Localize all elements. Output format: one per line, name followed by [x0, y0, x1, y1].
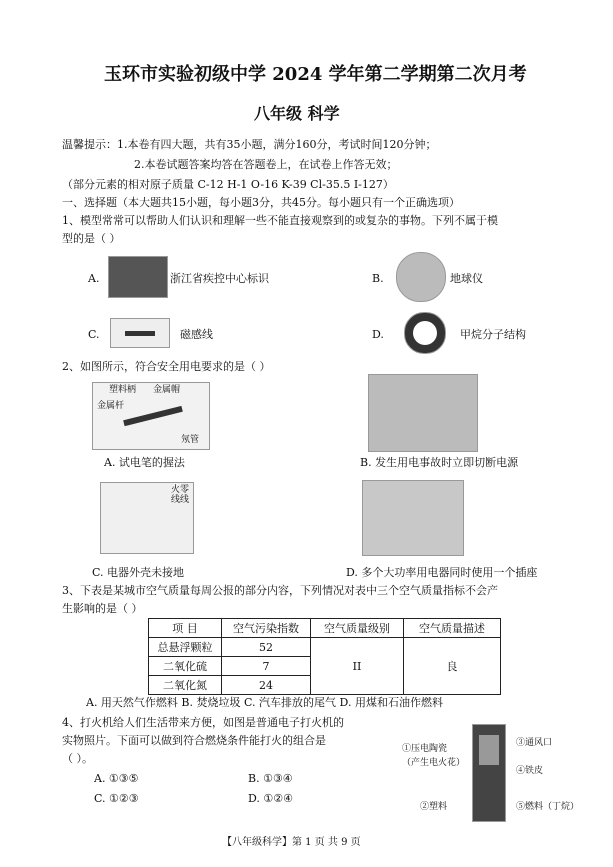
- label-iron-sheet: ④铁皮: [516, 766, 544, 776]
- section-heading: 一、选择题（本大题共15小题，每小题3分，共45分。每小题只有一个正确选项）: [62, 196, 460, 209]
- q3-stem-line-1: 3、下表是某城市空气质量每周公报的部分内容，下列情况对表中三个空气质量指标不会产: [62, 584, 498, 597]
- q1-option-a-text: 浙江省疾控中心标识: [170, 272, 269, 285]
- q1-option-b-text: 地球仪: [450, 272, 483, 285]
- q4-option-b: B. ①③④: [248, 772, 293, 785]
- table-cell: 7: [222, 657, 311, 676]
- q1-option-b-label: B.: [372, 272, 384, 285]
- q1-option-c-label: C.: [88, 328, 100, 341]
- table-header-cell: 空气质量级别: [311, 619, 404, 638]
- q2-stem: 2、如图所示，符合安全用电要求的是（ ）: [62, 360, 271, 373]
- air-quality-level: II: [311, 638, 404, 695]
- q1-option-a-label: A.: [88, 272, 100, 285]
- q1-option-d-text: 甲烷分子结构: [460, 328, 526, 341]
- table-cell: 二氧化氮: [149, 676, 222, 695]
- lighter-photo: [472, 724, 506, 822]
- atom-highlight-icon: [413, 321, 437, 345]
- q3-stem-line-2: 生影响的是（ ）: [62, 602, 143, 615]
- q2-option-c: C. 电器外壳未接地: [92, 566, 185, 579]
- q1-stem-line-1: 1、模型常常可以帮助人们认识和理解一些不能直接观察到的或复杂的事物。下列不属于模: [62, 214, 498, 227]
- air-quality-description: 良: [404, 638, 501, 695]
- label-plastic: ②塑料: [420, 802, 448, 812]
- test-pen-grip-image: [92, 382, 210, 450]
- q3-options: A. 用天然气作燃料 B. 焚烧垃圾 C. 汽车排放的尾气 D. 用煤和石油作燃料: [86, 696, 443, 709]
- table-cell: 24: [222, 676, 311, 695]
- table-cell: 52: [222, 638, 311, 657]
- q4-option-d: D. ①②④: [248, 792, 294, 805]
- q4-stem-line-3: （ ）。: [62, 752, 93, 765]
- label-piezo-spark: （产生电火花）: [402, 758, 466, 768]
- q2-option-b: B. 发生用电事故时立即切断电源: [360, 456, 519, 469]
- exam-title: 玉环市实验初级中学 2024 学年第二学期第二次月考: [104, 64, 527, 85]
- table-row: [149, 638, 501, 657]
- screwdriver-icon: [123, 406, 183, 426]
- notice-line-1: 温馨提示：1.本卷有四大题，共有35小题，满分160分，考试时间120分钟；: [62, 138, 437, 151]
- air-quality-table: [148, 618, 501, 695]
- q2-option-d: D. 多个大功率用电器同时使用一个插座: [346, 566, 538, 579]
- table-cell: 二氧化硫: [149, 657, 222, 676]
- label-piezo: ①压电陶瓷: [402, 744, 448, 754]
- q1-option-d-label: D.: [372, 328, 384, 341]
- label-live-neutral: 火零线线: [171, 485, 190, 505]
- q4-stem-line-2: 实物照片。下面可以做到符合燃烧条件能打火的组合是: [62, 734, 326, 747]
- table-header-cell: 空气污染指数: [222, 619, 311, 638]
- globe-image: [396, 252, 446, 302]
- table-header-row: [149, 619, 501, 638]
- magnetic-field-lines-image: [110, 318, 170, 348]
- q2-option-a: A. 试电笔的握法: [104, 456, 185, 469]
- table-cell: 总悬浮颗粒: [149, 638, 222, 657]
- notice-line-3: （部分元素的相对原子质量 C-12 H-1 O-16 K-39 Cl-35.5 I-127）: [62, 178, 394, 191]
- magnet-bar-icon: [125, 331, 155, 336]
- q4-stem-line-1: 4、打火机给人们生活带来方便，如图是普通电子打火机的: [62, 716, 344, 729]
- electric-accident-image: [368, 374, 478, 452]
- label-fuel: ⑤燃料（丁烷）: [516, 802, 580, 812]
- q4-option-c: C. ①②③: [94, 792, 139, 805]
- label-metal-rod: 金属杆: [97, 401, 125, 411]
- table-header-cell: 空气质量描述: [404, 619, 501, 638]
- q4-option-a: A. ①③⑤: [94, 772, 139, 785]
- exam-subtitle: 八年级 科学: [254, 104, 340, 123]
- label-neon-tube: 氖管: [181, 435, 200, 445]
- notice-line-2: 2.本卷试题答案均答在答题卷上，在试卷上作答无效；: [134, 158, 398, 171]
- cdc-logo-image: [108, 256, 168, 298]
- label-metal-cap: 金属帽: [153, 385, 181, 395]
- lighter-head-icon: [479, 735, 499, 765]
- page-footer: 【八年级科学】第 1 页 共 9 页: [222, 837, 361, 848]
- overloaded-socket-image: [362, 480, 464, 556]
- table-header-cell: 项 目: [149, 619, 222, 638]
- appliance-ungrounded-image: [100, 482, 194, 554]
- label-vent: ③通风口: [516, 738, 553, 748]
- q1-stem-line-2: 型的是（ ）: [62, 232, 121, 245]
- label-plastic-handle: 塑料柄: [109, 385, 137, 395]
- methane-molecule-image: [404, 312, 446, 354]
- q1-option-c-text: 磁感线: [180, 328, 213, 341]
